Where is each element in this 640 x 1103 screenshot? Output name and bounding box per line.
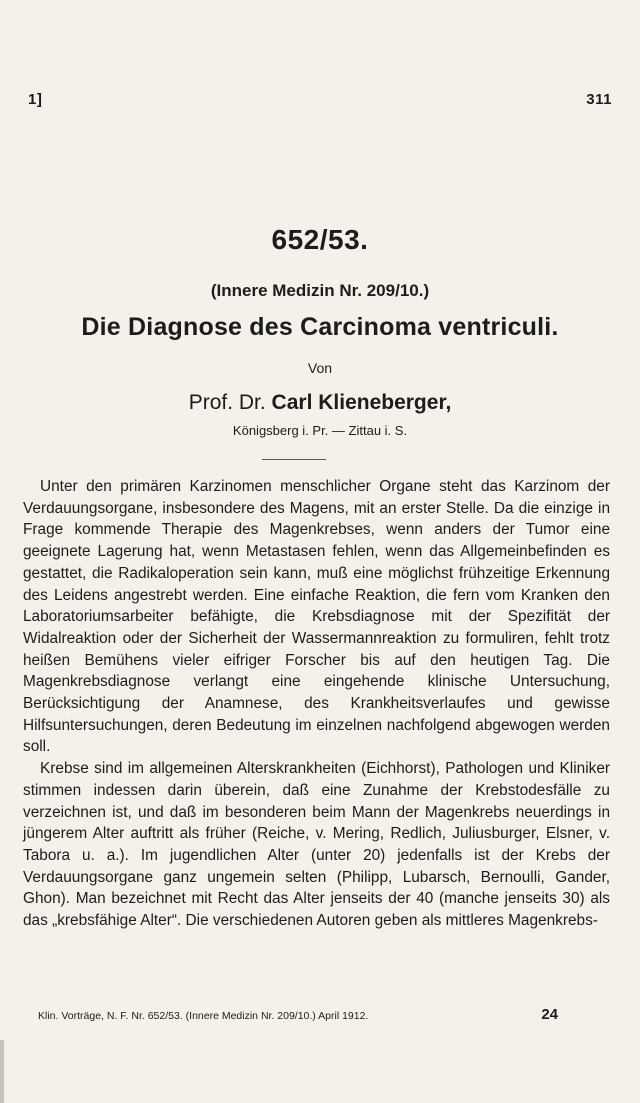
scan-edge [0,1040,4,1103]
page-number: 311 [586,91,612,108]
running-head-left: 1] [28,91,43,108]
running-head [28,91,612,108]
author-prefix: Prof. Dr. [188,391,272,414]
article-title: Die Diagnose des Carcinoma ventriculi. [81,313,559,341]
series-label: (Innere Medizin Nr. 209/10.) [210,281,430,300]
article-number: 652/53. [271,224,369,255]
body-text [23,476,610,932]
page-footer [38,1006,558,1023]
page-signature: 24 [541,1006,558,1023]
footer-citation: Klin. Vorträge, N. F. Nr. 652/53. (Innere Medizin Nr. 209/10.) April 1912. [38,1010,369,1022]
section-divider [262,459,326,460]
byline-von: Von [307,360,333,376]
paragraph: Unter den primären Karzinomen menschlicher Organe steht das Karzinom der Verdauungsorgane, insbesondere des Magens, mit an erster Stelle. Da die einzige in Frage kommende Therapie des Magenkrebses, wenn anders der Tumor eine geeignete Lagerung hat, wenn Metastasen fehlen, wenn das Allgemeinbefinden es gestattet, die Radikaloperation sein kann, muß eine möglichst frühzeitige Erkennung des Leidens angestrebt werden. Eine einfache Reaktion, die fern vom Kranken den Laboratoriumsarbeiter befähigte, die Krebsdiagnose mit der Spezifität der Widalreaktion oder der Sicherheit der Wassermannreaktion zu formuliren, fehlt trotz heißen Bemühens vieler eifriger Forscher bis auf den heutigen Tag. Die Magenkrebsdiagnose verlangt eine eingehende klinische Untersuchung, Berücksichtigung der Anamnese, des Krankheitsverlaufes und gewisse Hilfsuntersuchungen, deren Bedeutung im einzelnen nachfolgend abgewogen werden soll. [23,478,610,756]
author-affiliation: Königsberg i. Pr. — Zittau i. S. [232,423,408,438]
author-name: Carl Klieneberger, [271,391,452,414]
paragraph: Krebse sind im allgemeinen Alterskrankheiten (Eichhorst), Pathologen und Kliniker stimmen indessen darin überein, daß eine Zunahme der Krebstodesfälle zu verzeichnen ist, und daß im besonderen beim Mann der Magenkrebs neuerdings in jüngerem Alter auftritt als früher (Reiche, v. Mering, Redlich, Juliusburger, Elsner, v. Tabora u. a.). Im jugendlichen Alter (unter 20) jedenfalls ist der Krebs der Verdauungsorgane ganz ungemein selten (Philipp, Lubarsch, Bernoulli, Gander, Ghon). Man bezeichnet mit Recht das Alter jenseits der 40 (manche jenseits 30) als das „krebsfähige Alter“. Die verschiedenen Autoren geben als mittleres Magenkrebs- [23,760,610,930]
author-line [0,391,640,415]
